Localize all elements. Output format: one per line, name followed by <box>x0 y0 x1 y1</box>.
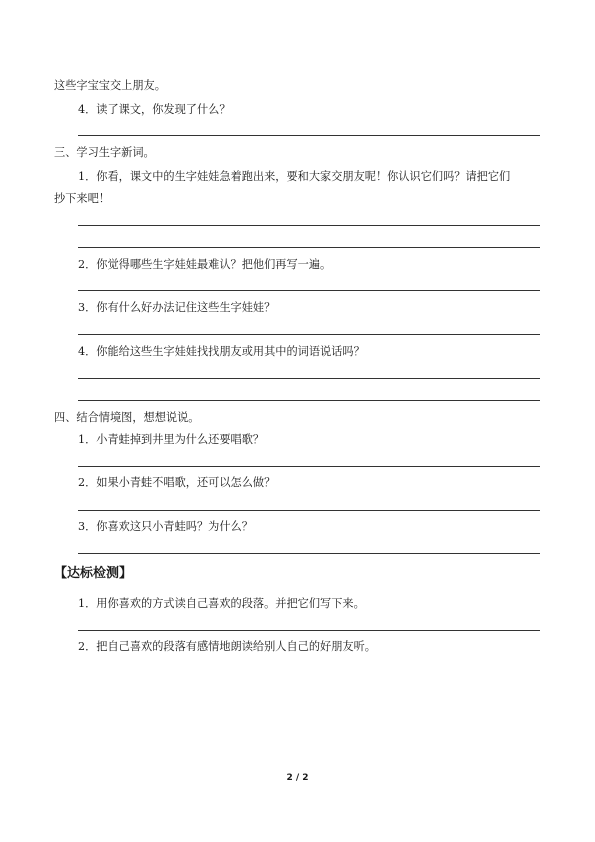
sec2-question-4: 4．读了课文，你发现了什么？ <box>78 103 231 116</box>
answer-line <box>78 510 540 511</box>
sec3-question-2: 2．你觉得哪些生字娃娃最难认？把他们再写一遍。 <box>78 258 332 271</box>
sec4-question-1: 1．小青蛙掉到井里为什么还要唱歌？ <box>78 433 265 446</box>
answer-line <box>78 225 540 226</box>
answer-line <box>78 290 540 291</box>
sec3-question-3: 3．你有什么好办法记住这些生字娃娃？ <box>78 301 276 314</box>
page-number: 2 / 2 <box>286 773 309 783</box>
answer-line <box>78 553 540 554</box>
continuation-text: 这些字宝宝交上朋友。 <box>54 79 166 92</box>
sec4-question-3: 3．你喜欢这只小青蛙吗？为什么？ <box>78 520 253 533</box>
check-question-1: 1．用你喜欢的方式读自己喜欢的段落。并把它们写下来。 <box>78 597 365 610</box>
answer-line <box>78 135 540 136</box>
sec3-question-1-line-1: 1．你看，课文中的生字娃娃急着跑出来，要和大家交朋友呢！你认识它们吗？请把它们 <box>78 170 511 183</box>
sec3-question-4: 4．你能给这些生字娃娃找找朋友或用其中的词语说话吗？ <box>78 345 365 358</box>
check-heading: 【达标检测】 <box>54 566 133 581</box>
sec4-heading: 四、结合情境图，想想说说。 <box>54 411 200 424</box>
sec3-heading: 三、学习生字新词。 <box>54 146 155 159</box>
sec4-question-2: 2．如果小青蛙不唱歌，还可以怎么做？ <box>78 476 276 489</box>
check-question-2: 2．把自己喜欢的段落有感情地朗读给别人自己的好朋友听。 <box>78 640 376 653</box>
answer-line <box>78 247 540 248</box>
answer-line <box>78 334 540 335</box>
sec3-question-1-line-2: 抄下来吧！ <box>54 192 110 205</box>
answer-line <box>78 378 540 379</box>
answer-line <box>78 400 540 401</box>
answer-line <box>78 466 540 467</box>
answer-line <box>78 630 540 631</box>
